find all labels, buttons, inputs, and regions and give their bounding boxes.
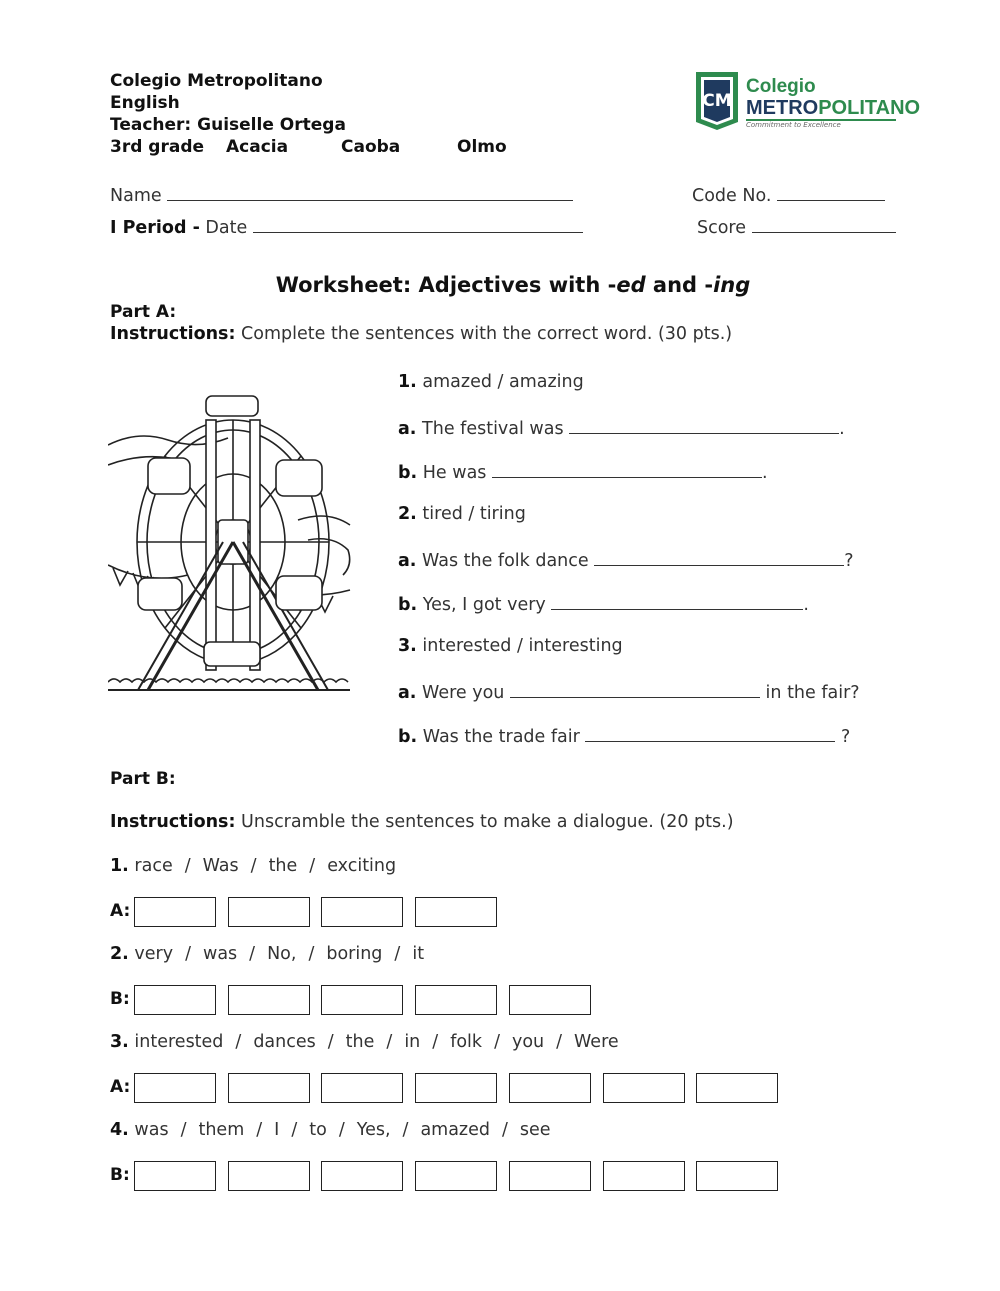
word-separator: / (494, 1032, 500, 1052)
ferris-wheel-image (108, 390, 353, 702)
item-2a: a. Was the folk dance ? (398, 548, 854, 571)
word-separator: / (309, 856, 316, 876)
item-1a: a. The festival was . (398, 416, 845, 439)
answer-box[interactable] (415, 1073, 497, 1103)
word-separator: / (256, 1120, 263, 1140)
logo-monogram-icon (692, 70, 742, 132)
scrambled-word: amazed (420, 1120, 490, 1140)
score-line[interactable] (752, 215, 896, 233)
word-separator: / (556, 1032, 563, 1052)
item-1a-blank[interactable] (569, 416, 839, 434)
answer-box[interactable] (603, 1073, 685, 1103)
item-1b: b. He was . (398, 460, 768, 483)
word-separator: / (184, 856, 191, 876)
title-ed: ed (616, 273, 646, 297)
item-3a: a. Were you in the fair? (398, 680, 860, 703)
code-line[interactable] (777, 183, 885, 201)
answer-box[interactable] (696, 1073, 778, 1103)
group-caoba: Caoba (341, 137, 401, 157)
logo-line1: Colegio (746, 76, 816, 97)
answer-box[interactable] (696, 1161, 778, 1191)
logo-monogram-text: CM (702, 91, 732, 111)
code-label: Code No. (692, 186, 772, 206)
answer-box[interactable] (509, 1073, 591, 1103)
item-2b: b. Yes, I got very . (398, 592, 809, 615)
scrambled-word: Yes, (356, 1120, 391, 1140)
item-3b: b. Was the trade fair ? (398, 724, 850, 747)
scrambled-word: folk (450, 1032, 483, 1052)
word-separator: / (394, 944, 401, 964)
scrambled-sentence-2 (110, 944, 424, 964)
word-separator: / (502, 1120, 508, 1140)
title-ing: ing (713, 273, 751, 297)
scrambled-word: it (412, 944, 425, 964)
item-1b-blank[interactable] (492, 460, 762, 478)
code-field[interactable] (692, 183, 885, 206)
word-separator: / (235, 1032, 242, 1052)
subject: English (110, 93, 180, 113)
score-label: Score (697, 218, 747, 238)
scrambled-sentence-4 (110, 1120, 551, 1140)
answer-box[interactable] (321, 985, 403, 1015)
item-2-words: 2. tired / tiring (398, 504, 526, 524)
word-separator: / (432, 1032, 439, 1052)
school-logo (692, 70, 921, 134)
answer-box[interactable] (415, 897, 497, 927)
answer-box[interactable] (228, 897, 310, 927)
word-separator: / (185, 944, 191, 964)
word-separator: / (308, 944, 315, 964)
worksheet-title (0, 273, 1000, 297)
part-a-instructions (110, 324, 732, 344)
word-separator: / (291, 1120, 298, 1140)
name-field[interactable] (110, 183, 573, 206)
logo-line2 (746, 97, 920, 120)
part-b-instructions-label: Instructions: (110, 812, 236, 832)
scrambled-word: race (134, 856, 173, 876)
item-2b-blank[interactable] (551, 592, 803, 610)
group-acacia: Acacia (226, 137, 289, 157)
answer-box[interactable] (509, 1161, 591, 1191)
part-a-instructions-text: Complete the sentences with the correct word. (30 pts.) (235, 324, 733, 344)
logo-metro: METRO (746, 97, 819, 119)
scrambled-word: I (274, 1120, 280, 1140)
scrambled-word: was (203, 944, 238, 964)
scrambled-word: Was (202, 856, 239, 876)
scrambled-word: to (309, 1120, 327, 1140)
scrambled-word: the (268, 856, 298, 876)
speaker-label: B: (110, 1165, 130, 1185)
item-3b-blank[interactable] (585, 724, 835, 742)
word-separator: / (180, 1120, 187, 1140)
answer-box[interactable] (134, 1073, 216, 1103)
part-b-instructions-text: Unscramble the sentences to make a dialogue. (20 pts.) (235, 812, 734, 832)
group-olmo: Olmo (457, 137, 507, 157)
answer-box[interactable] (228, 1161, 310, 1191)
scrambled-word: interested (134, 1032, 224, 1052)
scrambled-word: see (519, 1120, 551, 1140)
logo-politano: POLITANO (818, 97, 921, 119)
answer-box[interactable] (134, 1161, 216, 1191)
scrambled-sentence-1 (110, 856, 396, 876)
word-separator: / (249, 944, 256, 964)
answer-box[interactable] (321, 1161, 403, 1191)
scrambled-number: 4. (110, 1120, 129, 1140)
speaker-label: B: (110, 989, 130, 1009)
item-3-words: 3. interested / interesting (398, 636, 623, 656)
part-b-label: Part B: (110, 769, 176, 789)
speaker-label: A: (110, 901, 131, 921)
scrambled-sentence-3 (110, 1032, 619, 1052)
speaker-label: A: (110, 1077, 131, 1097)
item-3a-blank[interactable] (510, 680, 760, 698)
name-label: Name (110, 186, 162, 206)
score-field[interactable] (697, 215, 896, 238)
word-separator: / (386, 1032, 393, 1052)
scrambled-word: you (511, 1032, 545, 1052)
period-label: I Period - (110, 218, 200, 238)
scrambled-word: the (345, 1032, 375, 1052)
scrambled-word: in (404, 1032, 421, 1052)
answer-box[interactable] (321, 897, 403, 927)
word-separator: / (327, 1032, 334, 1052)
date-label: Date (205, 218, 248, 238)
item-2a-blank[interactable] (594, 548, 844, 566)
logo-tagline: Commitment to Excellence (746, 121, 841, 129)
scrambled-word: exciting (327, 856, 397, 876)
scrambled-word: Were (574, 1032, 619, 1052)
grade: 3rd grade (110, 137, 205, 157)
word-separator: / (402, 1120, 409, 1140)
answer-box[interactable] (134, 985, 216, 1015)
answer-box[interactable] (228, 1073, 310, 1103)
scrambled-number: 2. (110, 944, 129, 964)
answer-box[interactable] (321, 1073, 403, 1103)
part-a-label: Part A: (110, 302, 177, 322)
answer-box[interactable] (415, 1161, 497, 1191)
date-line[interactable] (253, 215, 583, 233)
answer-box[interactable] (415, 985, 497, 1015)
answer-box[interactable] (134, 897, 216, 927)
scrambled-word: dances (253, 1032, 316, 1052)
scrambled-number: 1. (110, 856, 129, 876)
answer-box[interactable] (603, 1161, 685, 1191)
teacher: Teacher: Guiselle Ortega (110, 115, 346, 135)
answer-box[interactable] (509, 985, 591, 1015)
scrambled-word: boring (326, 944, 383, 964)
title-main: Worksheet: Adjectives with - (275, 273, 617, 297)
scrambled-word: them (198, 1120, 245, 1140)
part-b-instructions (110, 812, 734, 832)
answer-box[interactable] (228, 985, 310, 1015)
school-name: Colegio Metropolitano (110, 71, 323, 91)
scrambled-word: very (134, 944, 174, 964)
scrambled-number: 3. (110, 1032, 129, 1052)
word-separator: / (250, 856, 257, 876)
date-field[interactable] (110, 215, 583, 238)
scrambled-word: No, (267, 944, 297, 964)
name-line[interactable] (167, 183, 573, 201)
title-and: and - (645, 273, 714, 297)
logo-underline (746, 119, 896, 121)
scrambled-word: was (134, 1120, 169, 1140)
part-a-instructions-label: Instructions: (110, 324, 236, 344)
word-separator: / (338, 1120, 345, 1140)
item-1-words: 1. amazed / amazing (398, 372, 584, 392)
